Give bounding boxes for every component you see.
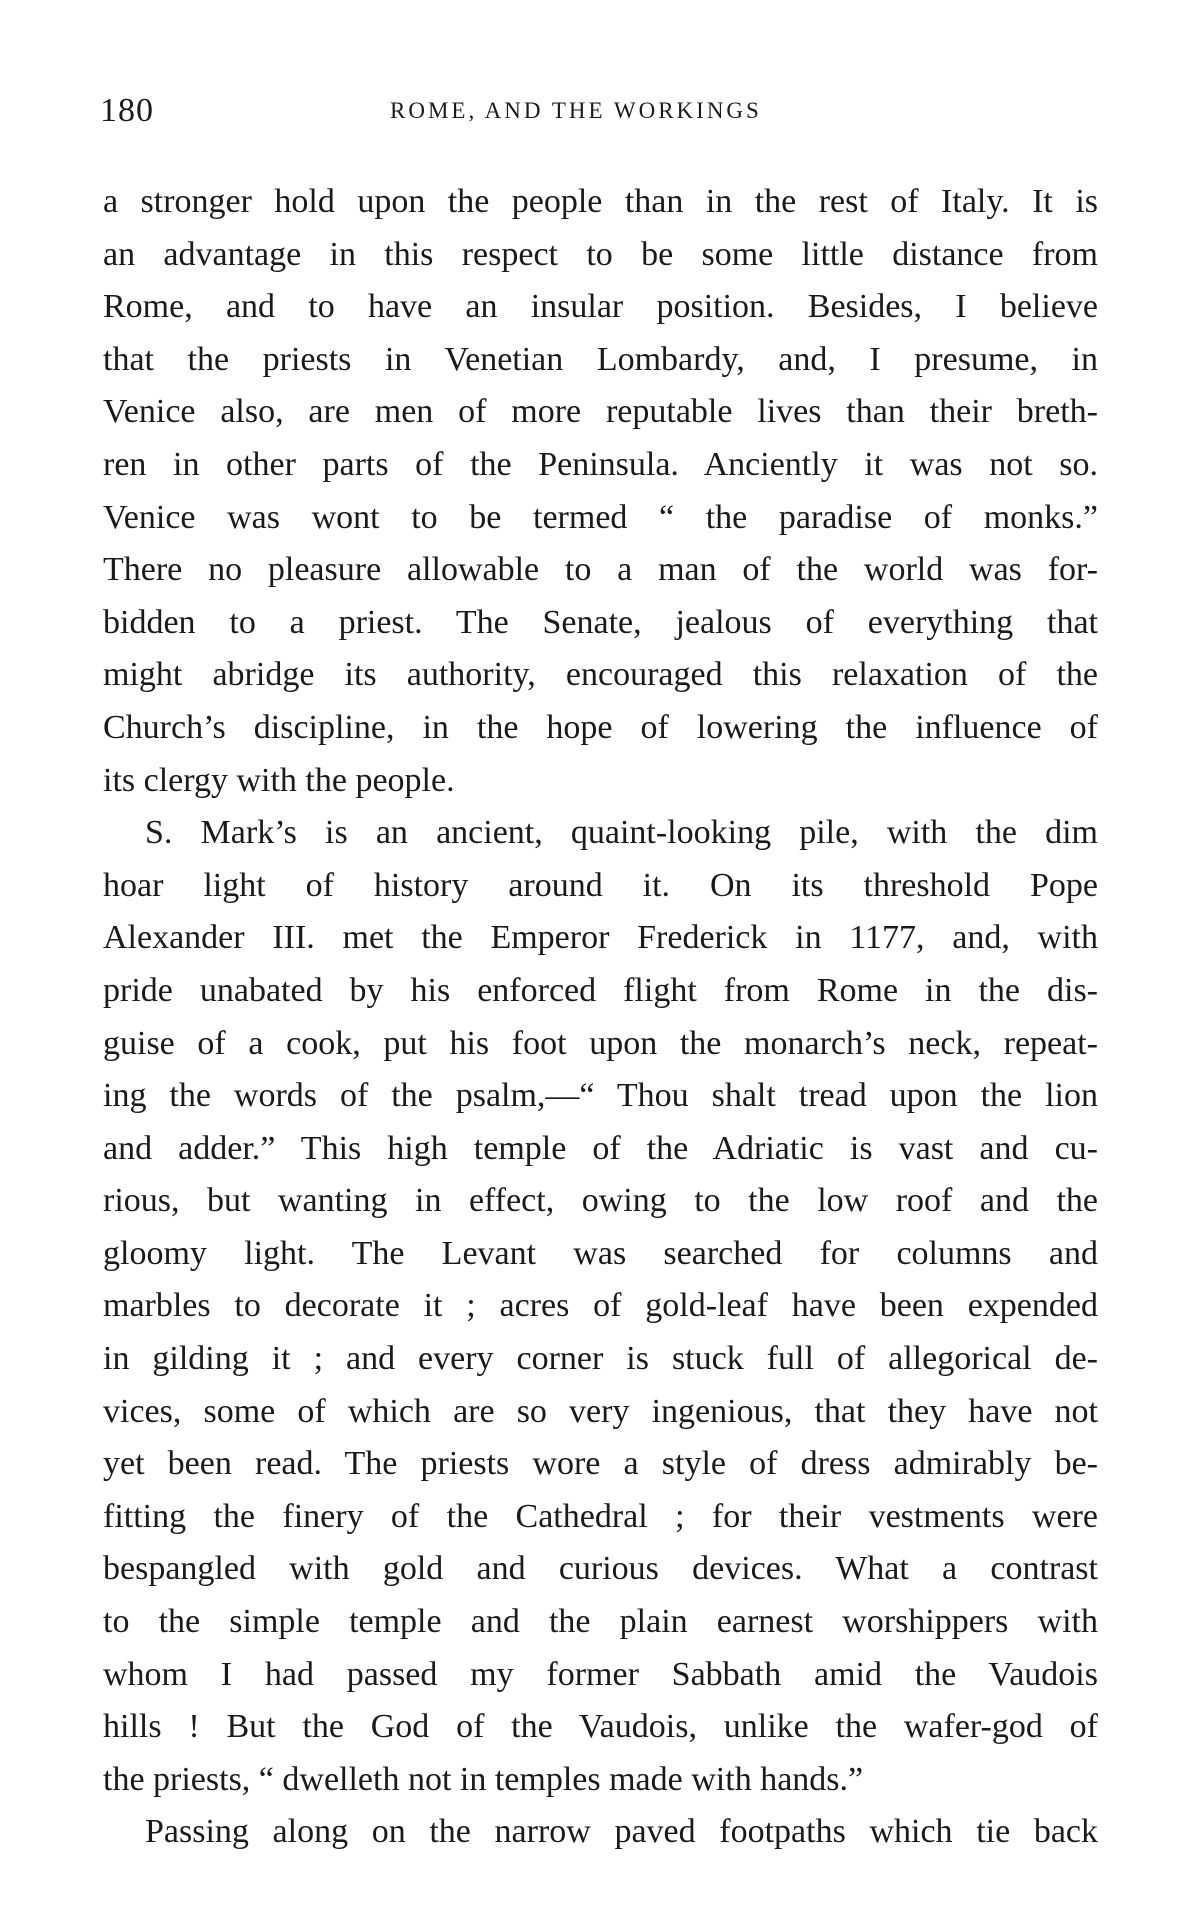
text-line: vices, some of which are so very ingenious, that they have not: [103, 1392, 1098, 1430]
text-line: an advantage in this respect to be some little distance from: [103, 235, 1098, 273]
text-line: hoar light of history around it. On its threshold Pope: [103, 866, 1098, 904]
text-line: fitting the finery of the Cathedral ; for their vestments were: [103, 1497, 1098, 1535]
text-line: bidden to a priest. The Senate, jealous of everything that: [103, 603, 1098, 641]
text-line: gloomy light. The Levant was searched for columns and: [103, 1234, 1098, 1272]
paragraph-start-line: Passing along on the narrow paved footpaths which tie back: [145, 1813, 1098, 1851]
text-line: might abridge its authority, encouraged this relaxation of the: [103, 656, 1098, 694]
text-line: that the priests in Venetian Lombardy, and, I presume, in: [103, 340, 1098, 378]
text-line: guise of a cook, put his foot upon the monarch’s neck, repeat-: [103, 1024, 1098, 1062]
text-line: to the simple temple and the plain earnest worshippers with: [103, 1603, 1098, 1641]
text-line: and adder.” This high temple of the Adriatic is vast and cu-: [103, 1129, 1098, 1167]
text-line: in gilding it ; and every corner is stuck full of allegorical de-: [103, 1340, 1098, 1378]
running-title: ROME, AND THE WORKINGS: [390, 98, 762, 123]
text-line: ren in other parts of the Peninsula. Anciently it was not so.: [103, 445, 1098, 483]
text-line: a stronger hold upon the people than in the rest of Italy. It is: [103, 183, 1098, 220]
text-line: hills ! But the God of the Vaudois, unlike the wafer-god of: [103, 1708, 1098, 1746]
text-line: Alexander III. met the Emperor Frederick in 1177, and, with: [103, 919, 1098, 957]
text-line: ing the words of the psalm,—“ Thou shalt tread upon the lion: [103, 1077, 1098, 1115]
paragraph-end-line: its clergy with the people.: [103, 761, 455, 799]
text-line: Church’s discipline, in the hope of lowering the influence of: [103, 708, 1098, 746]
text-line: Rome, and to have an insular position. Besides, I believe: [103, 288, 1098, 326]
text-line: rious, but wanting in effect, owing to the low roof and the: [103, 1182, 1098, 1220]
text-line: Venice was wont to be termed “ the paradise of monks.”: [103, 498, 1098, 536]
text-line: yet been read. The priests wore a style of dress admirably be-: [103, 1445, 1098, 1483]
page-number: 180: [100, 92, 154, 129]
text-line: whom I had passed my former Sabbath amid the Vaudois: [103, 1655, 1098, 1693]
body-text: [103, 176, 1098, 1859]
text-line: pride unabated by his enforced flight from Rome in the dis-: [103, 971, 1098, 1009]
paragraph-end-line: the priests, “ dwelleth not in temples made with hands.”: [103, 1760, 864, 1798]
running-head: [100, 92, 1100, 136]
text-line: bespangled with gold and curious devices. What a contrast: [103, 1550, 1098, 1588]
text-line: marbles to decorate it ; acres of gold-leaf have been expended: [103, 1287, 1098, 1325]
text-line: Venice also, are men of more reputable lives than their breth-: [103, 393, 1098, 431]
text-line: There no pleasure allowable to a man of the world was for-: [103, 551, 1098, 589]
paragraph-start-line: S. Mark’s is an ancient, quaint-looking pile, with the dim: [145, 814, 1098, 852]
